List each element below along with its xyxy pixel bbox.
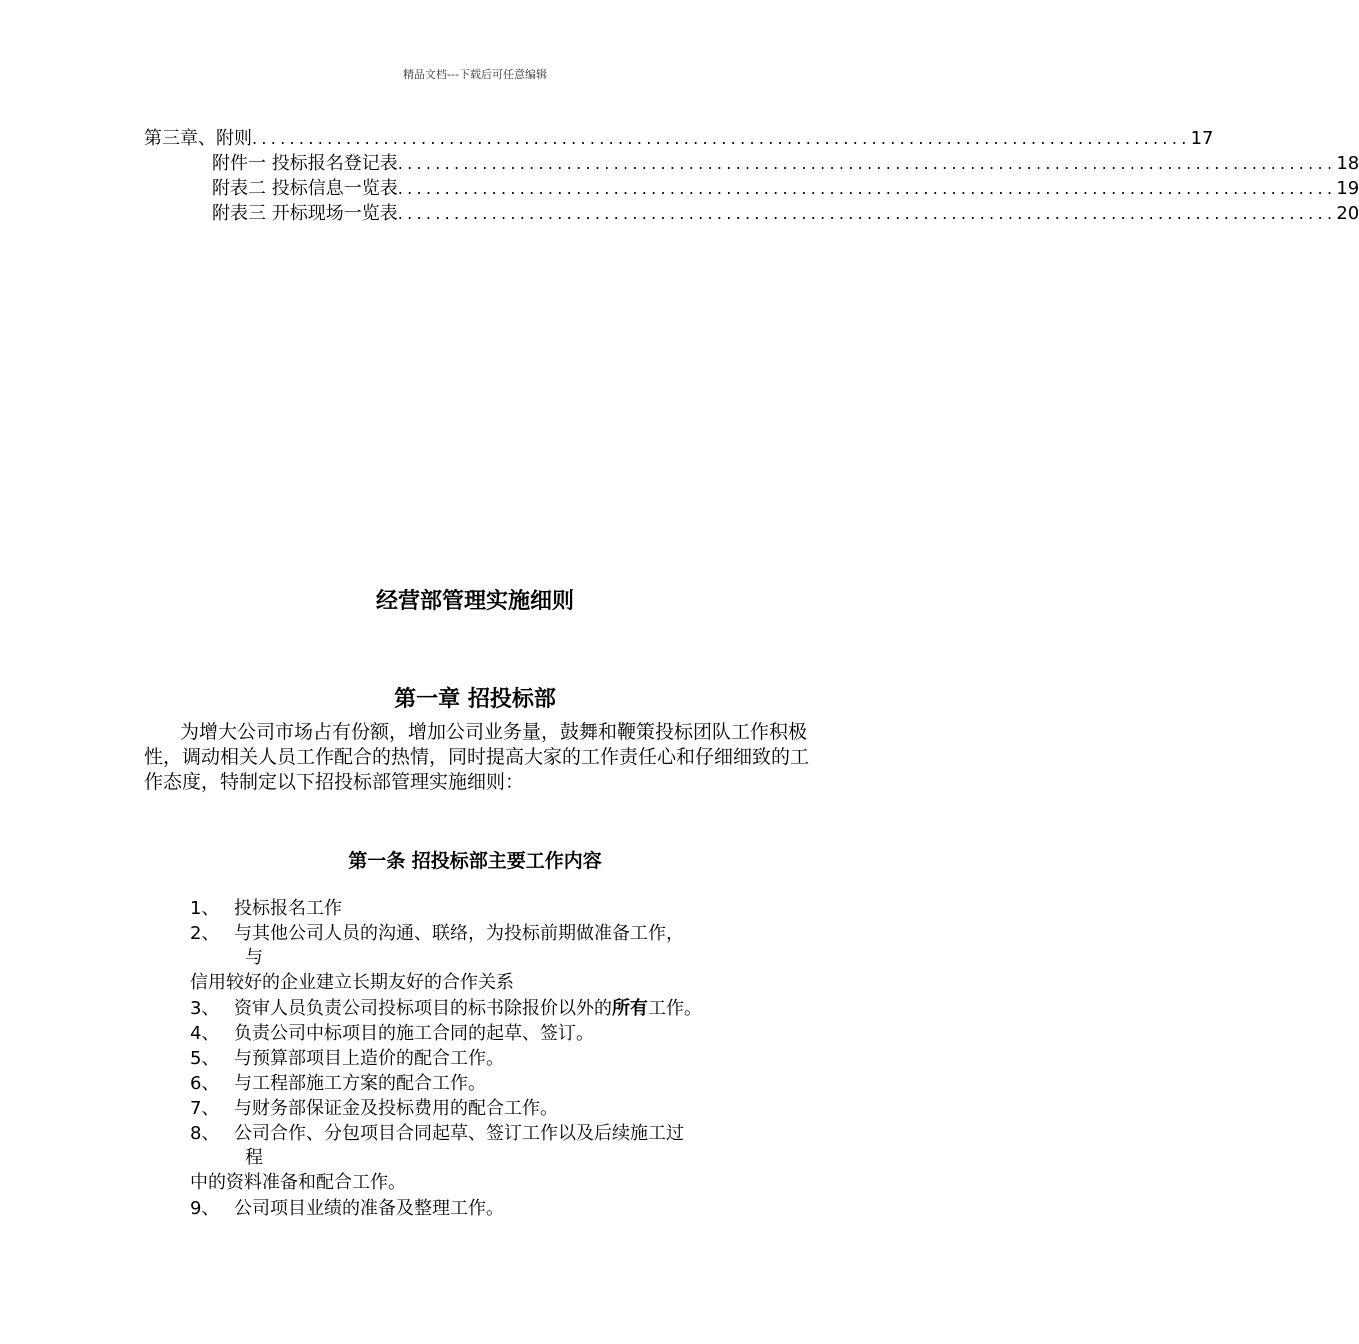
toc-page-number: 19 — [1336, 178, 1359, 199]
toc-label: 附表三 开标现场一览表 — [212, 203, 398, 224]
toc-label: 附件一 投标报名登记表 — [212, 153, 398, 174]
page-header: 精品文档---下载后可任意编辑 — [403, 68, 547, 81]
item-number: 3、 — [190, 998, 220, 1019]
toc-label: 附表二 投标信息一览表 — [212, 178, 398, 199]
item-text: 资审人员负责公司投标项目的标书除报价以外的 — [234, 998, 612, 1019]
list-item — [190, 1121, 684, 1146]
list-item — [190, 896, 342, 921]
item-text: 工作。 — [648, 998, 702, 1019]
item-text: 与财务部保证金及投标费用的配合工作。 — [234, 1098, 558, 1119]
toc-leader: .................................................................................................... — [397, 179, 1337, 198]
list-item — [190, 921, 684, 946]
list-item — [190, 1096, 558, 1121]
item-text: 与预算部项目上造价的配合工作。 — [234, 1048, 504, 1069]
item-number: 6、 — [190, 1073, 220, 1094]
toc-page-number: 17 — [1190, 128, 1214, 149]
toc-leader: .................................................................................................... — [252, 129, 1191, 148]
toc-leader: .................................................................................................... — [397, 154, 1337, 173]
intro-paragraph: 为增大公司市场占有份额，增加公司业务量，鼓舞和鞭策投标团队工作积极性，调动相关人员工作配合的热情，同时提高大家的工作责任心和仔细细致的工作态度，特制定以下招投标部管理实施细则： — [144, 721, 810, 793]
item-wrap-fragment: 程 — [245, 1147, 263, 1168]
item-number: 4、 — [190, 1023, 220, 1044]
toc-leader: .................................................................................................... — [397, 204, 1337, 223]
item-number: 2、 — [190, 923, 220, 944]
list-item — [190, 996, 702, 1021]
item-continuation: 信用较好的企业建立长期友好的合作关系 — [190, 972, 514, 993]
list-item — [190, 1021, 594, 1046]
item-number: 1、 — [190, 898, 220, 919]
toc-page-number: 20 — [1336, 203, 1359, 224]
list-item — [190, 1071, 486, 1096]
item-number: 7、 — [190, 1098, 220, 1119]
item-continuation: 中的资料准备和配合工作。 — [190, 1172, 406, 1193]
toc-entry[interactable] — [212, 174, 1359, 199]
item-wrap-fragment: 与 — [245, 947, 263, 968]
item-text: 公司合作、分包项目合同起草、签订工作以及后续施工过 — [234, 1123, 684, 1144]
item-number: 5、 — [190, 1048, 220, 1069]
article-title: 第一条 招投标部主要工作内容 — [348, 850, 602, 872]
toc-entry[interactable] — [144, 124, 1214, 149]
document-title: 经营部管理实施细则 — [375, 589, 574, 614]
item-text: 公司项目业绩的准备及整理工作。 — [234, 1198, 504, 1219]
toc-entry[interactable] — [212, 199, 1359, 224]
item-number: 9、 — [190, 1198, 220, 1219]
list-item — [190, 1046, 504, 1071]
item-number: 8、 — [190, 1123, 220, 1144]
item-text: 负责公司中标项目的施工合同的起草、签订。 — [234, 1023, 594, 1044]
item-text: 与工程部施工方案的配合工作。 — [234, 1073, 486, 1094]
item-text: 与其他公司人员的沟通、联络，为投标前期做准备工作， — [234, 923, 684, 944]
chapter-title: 第一章 招投标部 — [394, 687, 556, 712]
list-item — [190, 1196, 504, 1221]
item-text: 投标报名工作 — [234, 898, 342, 919]
toc-label: 第三章、附则 — [144, 128, 252, 149]
item-emphasis: 所有 — [612, 998, 648, 1019]
toc-entry[interactable] — [212, 149, 1359, 174]
toc-page-number: 18 — [1336, 153, 1359, 174]
